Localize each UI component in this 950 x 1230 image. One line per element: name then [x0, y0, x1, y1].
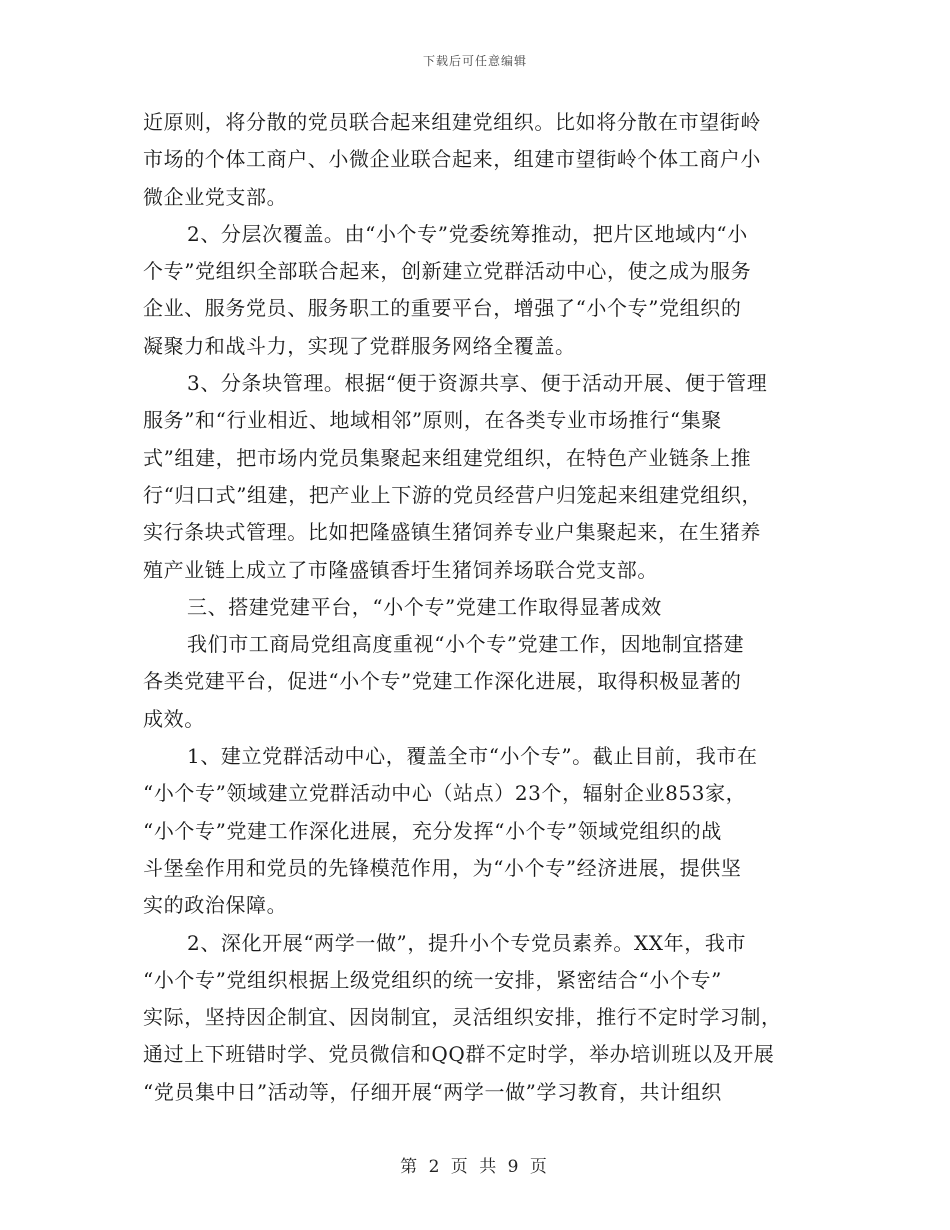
text-line: 1、建立党群活动中心，覆盖全市“小个专”。截止目前，我市在: [187, 744, 758, 769]
text-line: “党员集中日”活动等，仔细开展“两学一做”学习教育，共计组织: [143, 1079, 722, 1104]
text-line: 斗堡垒作用和党员的先锋模范作用，为“小个专”经济进展，提供坚: [143, 855, 742, 880]
page-number: 第 2 页 共 9 页: [400, 1157, 550, 1177]
text-line: 行“归口式”组建，把产业上下游的党员经营户归笼起来组建党组织，: [143, 482, 763, 507]
text-line: 通过上下班错时学、党员微信和QQ群不定时学，举办培训班以及开展: [143, 1042, 775, 1067]
text-line: 实的政治保障。: [143, 893, 288, 918]
text-line: 各类党建平台，促进“小个专”党建工作深化进展，取得积极显著的: [143, 669, 742, 694]
text-line: 我们市工商局党组高度重视“小个专”党建工作，因地制宜搭建: [187, 632, 745, 657]
text-line: 近原则，将分散的党员联合起来组建党组织。比如将分散在市望街岭: [143, 110, 761, 134]
section-heading: 三、搭建党建平台，“小个专”党建工作取得显著成效: [187, 594, 662, 619]
text-line: “小个专”党组织根据上级党组织的统一安排，紧密结合“小个专”: [143, 967, 722, 992]
text-line: 殖产业链上成立了市隆盛镇香圩生猪饲养场联合党支部。: [143, 557, 658, 582]
text-line: 凝聚力和战斗力，实现了党群服务网络全覆盖。: [143, 333, 576, 358]
text-line: 成效。: [143, 706, 205, 731]
text-line: 个专”党组织全部联合起来，创新建立党群活动中心，使之成为服务: [143, 259, 752, 284]
text-line: 2、深化开展“两学一做”，提升小个专党员素养。XX年，我市: [187, 930, 747, 955]
text-line: 微企业党支部。: [143, 184, 288, 209]
text-line: 企业、服务党员、服务职工的重要平台，增强了“小个专”党组织的: [143, 296, 742, 321]
document-body: [143, 104, 808, 1111]
text-line: 市场的个体工商户、小微企业联合起来，组建市望街岭个体工商户小: [143, 147, 761, 172]
text-line: 式”组建，把市场内党员集聚起来组建党组织，在特色产业链条上推: [143, 445, 752, 470]
text-line: “小个专”党建工作深化进展，充分发挥“小个专”领域党组织的战: [143, 818, 722, 843]
text-line: 实行条块式管理。比如把隆盛镇生猪饲养专业户集聚起来，在生猪养: [143, 520, 761, 545]
text-line: 服务”和“行业相近、地域相邻”原则，在各类专业市场推行“集聚: [143, 408, 722, 433]
text-line: 3、分条块管理。根据“便于资源共享、便于活动开展、便于管理: [187, 371, 768, 396]
page-header-note: 下载后可任意编辑: [422, 54, 527, 68]
text-line: 实际，坚持因企制宜、因岗制宜，灵活组织安排，推行不定时学习制，: [143, 1005, 782, 1030]
text-line: 2、分层次覆盖。由“小个专”党委统筹推动，把片区地域内“小: [187, 221, 748, 246]
text-line: “小个专”领域建立党群活动中心（站点）23个，辐射企业853家，: [143, 781, 747, 806]
